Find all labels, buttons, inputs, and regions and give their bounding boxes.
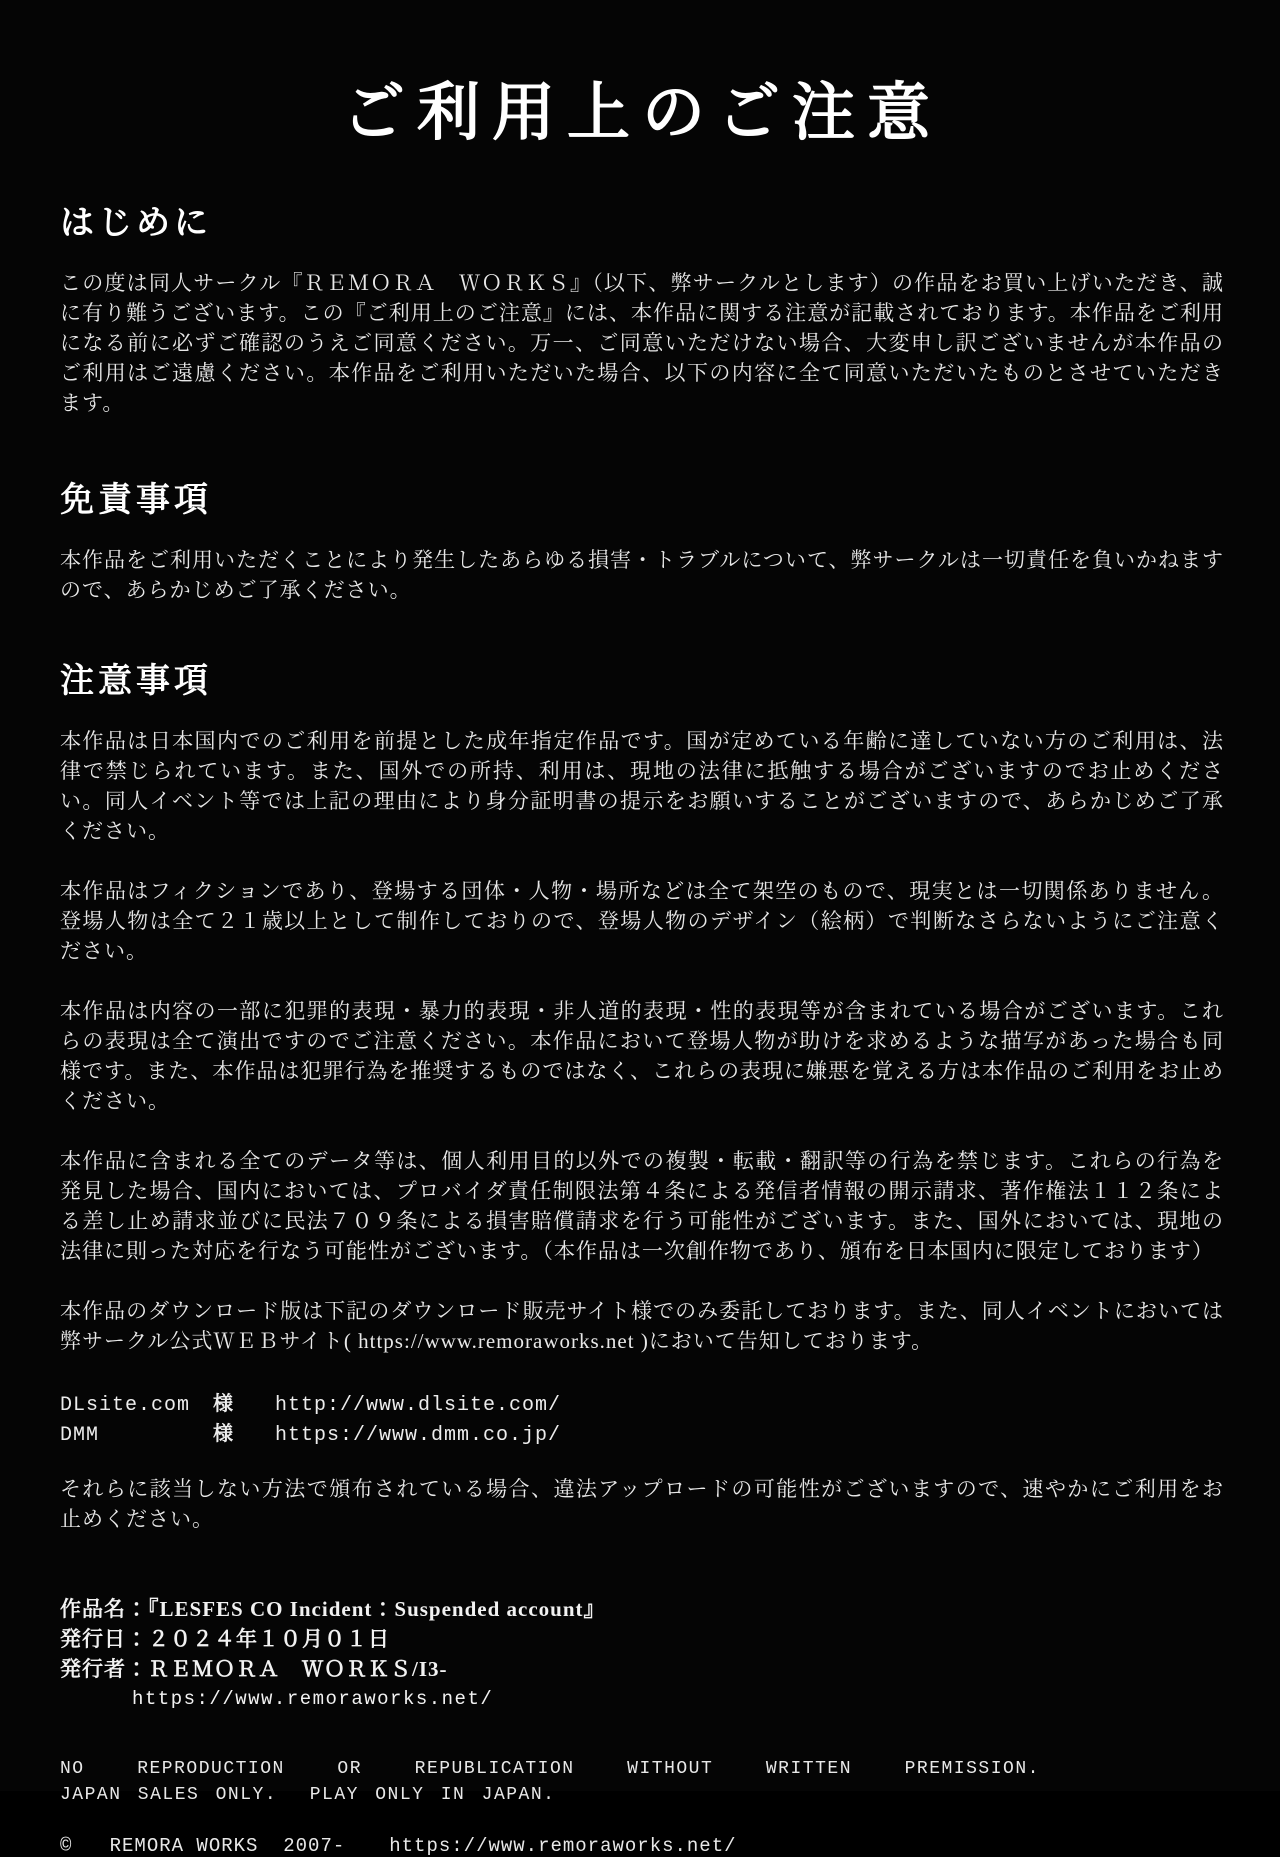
caution-paragraph-download-sites: 本作品のダウンロード版は下記のダウンロード販売サイト様でのみ委託しております。また、同人イベントにおいては弊サークル公式ＷＥＢサイト( https://www.remoraworks.net )において告知しております。 (60, 1299, 1224, 1353)
distributor-url: http://www.dlsite.com/ (275, 1394, 562, 1417)
distributor-name: DLsite.com (60, 1394, 191, 1417)
work-website-url: https://www.remoraworks.net/ (132, 1688, 494, 1710)
work-title-line: 作品名：『LESFES CO Incident：Suspended account』 (60, 1597, 606, 1621)
page-title: ご利用上のご注意 (342, 78, 942, 148)
section-heading-disclaimer: 免責事項 (60, 482, 212, 519)
copyright-text: © REMORA WORKS 2007- (60, 1835, 346, 1857)
caution-paragraph-expressions: 本作品は内容の一部に犯罪的表現・暴力的表現・非人道的表現・性的表現等が含まれている場合がございます。これらの表現は全て演出ですのでご注意ください。本作品において登場人物が助けを求めるような描写があった場合も同様です。また、本作品は犯罪行為を推奨するものではなく、これらの表現に嫌悪を覚える方は本作品のご利用をお止めください。 (60, 999, 1224, 1113)
distributor-name: DMM (60, 1424, 100, 1447)
japan-only-notice: JAPAN SALES ONLY. PLAY ONLY IN JAPAN. (60, 1785, 556, 1805)
section-heading-caution: 注意事項 (60, 663, 212, 700)
work-publisher-line: 発行者：ＲＥＭＯＲＡ ＷＯＲＫＳ/I3- (60, 1657, 448, 1681)
introduction-paragraph: この度は同人サークル『ＲＥＭＯＲＡ ＷＯＲＫＳ』（以下、弊サークルとします）の作品をお買い上げいただき、誠に有り難うございます。この『ご利用上のご注意』には、本作品に関する注意が記載されております。本作品をご利用になる前に必ずご確認のうえご同意ください。万一、ご同意いただけない場合、大変申し訳ございませんが本作品のご利用はご遠慮ください。本作品をご利用いただいた場合、以下の内容に全て同意いただいたものとさせていただきます。 (60, 271, 1224, 415)
distributor-row-dlsite (60, 1390, 1224, 1420)
distributor-url: https://www.dmm.co.jp/ (275, 1424, 562, 1447)
copyright-line (60, 1835, 1224, 1857)
caution-paragraph-age-restriction: 本作品は日本国内でのご利用を前提とした成年指定作品です。国が定めている年齢に達していない方のご利用は、法律で禁じられています。また、国外での所持、利用は、現地の法律に抵触する場合がございますのでお止めください。同人イベント等では上記の理由により身分証明書の提示をお願いすることがございますので、あらかじめご了承ください。 (60, 729, 1224, 843)
section-heading-introduction: はじめに (60, 205, 212, 242)
disclaimer-paragraph: 本作品をご利用いただくことにより発生したあらゆる損害・トラブルについて、弊サークルは一切責任を負いかねますので、あらかじめご了承ください。 (60, 548, 1224, 602)
distributor-honorific: 様 (213, 1423, 233, 1445)
caution-paragraph-fiction: 本作品はフィクションであり、登場する団体・人物・場所などは全て架空のもので、現実とは一切関係ありません。登場人物は全て２１歳以上として制作しておりので、登場人物のデザイン（絵柄）で判断なさらないようにご注意ください。 (60, 879, 1224, 963)
distributor-list (60, 1390, 1224, 1450)
no-reproduction-notice: NO REPRODUCTION OR REPUBLICATION WITHOUT WRITTEN PREMISSION. (60, 1759, 1040, 1779)
caution-paragraph-copyright: 本作品に含まれる全てのデータ等は、個人利用目的以外での複製・転載・翻訳等の行為を禁じます。これらの行為を発見した場合、国内においては、プロバイダ責任制限法第４条による発信者情報の開示請求、著作権法１１２条による差し止め請求並びに民法７０９条による損害賠償請求を行う可能性がございます。また、国外においては、現地の法律に則った対応を行なう可能性がございます。（本作品は一次創作物であり、頒布を日本国内に限定しております） (60, 1149, 1224, 1263)
work-info-block (60, 1594, 1224, 1714)
caution-paragraph-illegal-upload: それらに該当しない方法で頒布されている場合、違法アップロードの可能性がございますので、速やかにご利用をお止めください。 (60, 1477, 1224, 1531)
copyright-url: https://www.remoraworks.net/ (389, 1835, 737, 1857)
work-publish-date-line: 発行日：２０２４年１０月０１日 (60, 1627, 390, 1651)
english-notice-block (60, 1758, 1224, 1807)
distributor-honorific: 様 (213, 1393, 233, 1415)
distributor-row-dmm (60, 1420, 1224, 1450)
